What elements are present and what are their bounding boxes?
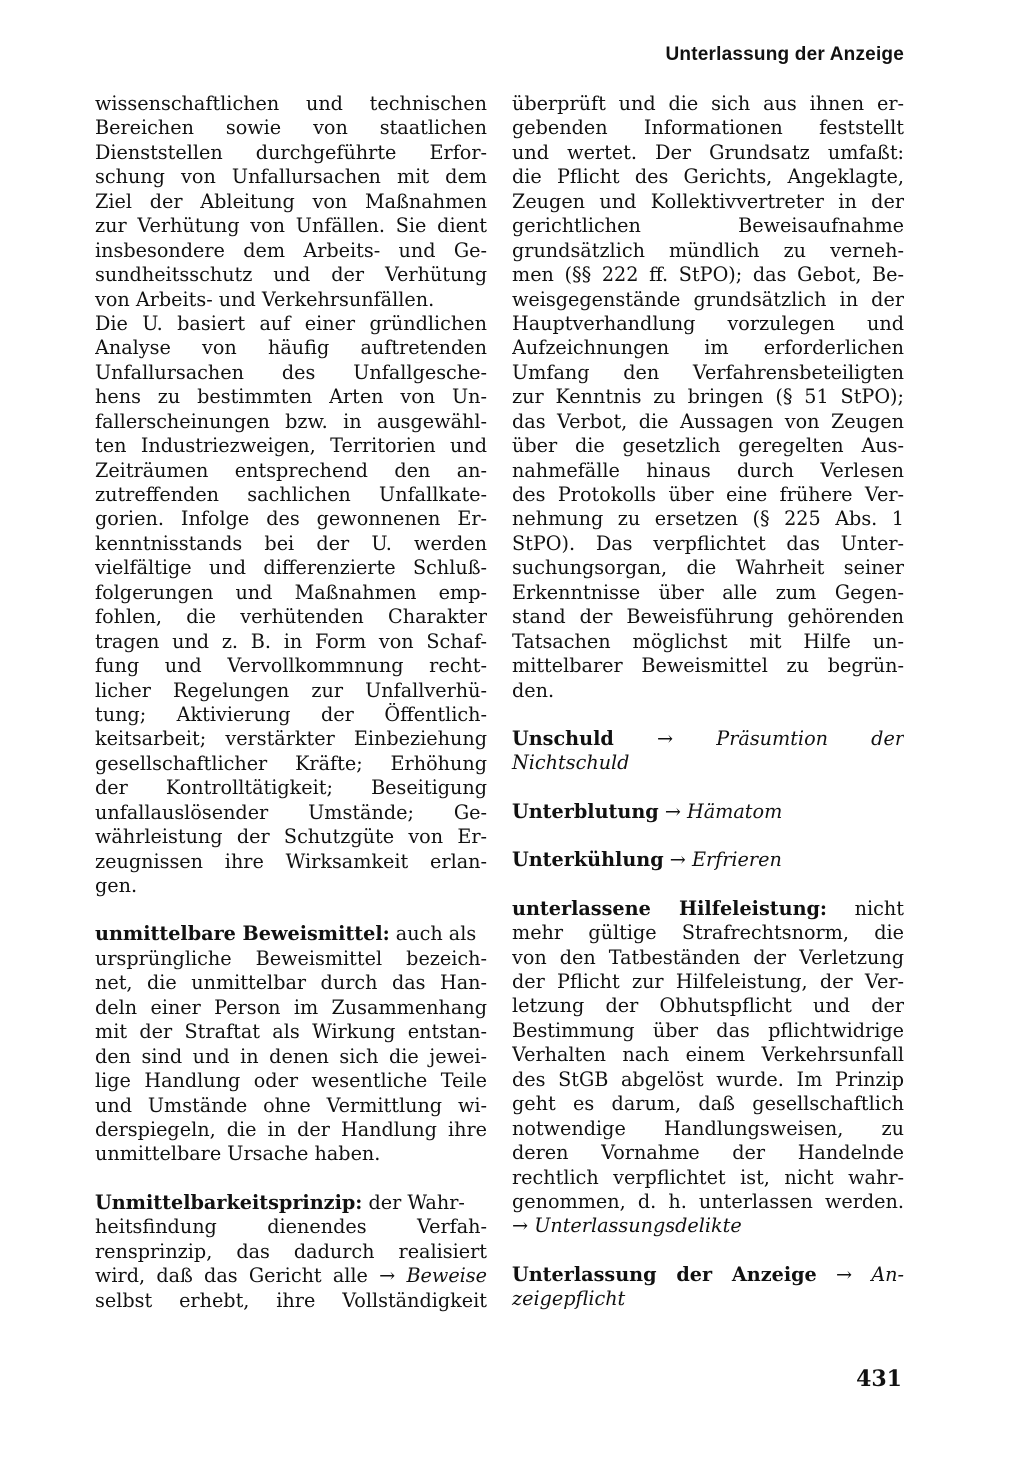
text-line: gorien. Infolge des gewonnenen Er- [95,507,487,531]
text-line: wissenschaftlichen und technischen [95,92,487,115]
cross-reference: An- [871,1262,904,1286]
entry-text: wird, daß das Gericht alle [95,1264,368,1288]
entry-unterlassene-hilfeleistung [512,897,904,1239]
running-head: Unterlassung der Anzeige [665,44,904,65]
text-line: von den Tatbeständen der Verletzung [512,945,904,969]
entry-head-line [512,800,904,824]
text-line: Unfallursachen des Unfallgesche- [95,360,487,384]
text-line: unmittelbare Ursache haben. [95,1142,381,1166]
text-line: hens zu bestimmten Arten von Un- [95,385,487,409]
text-line: rensprinzip, das dadurch realisiert [95,1239,487,1263]
arrow-icon: → [835,1262,853,1286]
cross-reference: Beweise [406,1264,487,1288]
entry-term: unterlassene Hilfeleistung: [512,896,828,920]
entry-unterblutung [512,800,904,824]
arrow-icon: → [664,799,681,823]
text-line: Ziel der Ableitung von Maßnahmen [95,189,487,213]
entry-unmittelbare-beweismittel [95,922,487,1166]
entry-term: Unmittelbarkeitsprinzip: [95,1190,363,1214]
text-line: und wertet. Der Grundsatz umfaßt: [512,140,904,164]
cross-reference: Präsumtion der [716,726,904,750]
entry-unterkuehlung [512,848,904,872]
entry-term: Unterblutung [512,799,659,823]
paragraph-unfallforschung-end [95,92,487,312]
entry-term: Unschuld [512,726,614,750]
text-line: mit der Straftat als Wirkung entstan- [95,1020,487,1044]
text-line: zur Kenntnis zu bringen (§ 51 StPO); [512,385,904,409]
text-line: fohlen, die verhütenden Charakter [95,605,487,629]
paragraph-unmittelbarkeitsprinzip-cont [512,92,904,703]
text-line: den. [512,678,555,702]
text-line: von Arbeits- und Verkehrsunfällen. [95,287,435,311]
text-line: Die U. basiert auf einer gründlichen [95,311,487,335]
text-line: Verhalten nach einem Verkehrsunfall [512,1043,904,1067]
text-line: deln einer Person im Zusammenhang [95,995,487,1019]
text-line: Aufzeichnungen im erforderlichen [512,336,904,360]
right-column [512,92,904,1312]
entry-unterlassung-der-anzeige [512,1263,904,1312]
text-line: zur Verhütung von Unfällen. Sie dient [95,214,487,238]
text-line: fung und Vervollkommnung recht- [95,654,487,678]
text-line: Tatsachen möglichst mit Hilfe un- [512,629,904,653]
text-line: weisgegenstände grundsätzlich in der [512,287,904,311]
text-line: Analyse von häufig auftretenden [95,336,487,360]
text-line [95,1264,487,1288]
text-line: über die gesetzlich geregelten Aus- [512,434,904,458]
entry-unschuld [512,727,904,776]
text-line: ursprüngliche Beweismittel bezeich- [95,946,487,970]
entry-head-line [512,727,904,751]
entry-unmittelbarkeitsprinzip [95,1191,487,1313]
text-line: mehr gültige Strafrechtsnorm, die [512,921,904,945]
text-line: gerichtlichen Beweisaufnahme [512,214,904,238]
entry-gap [512,873,904,897]
text-line: derspiegeln, die in der Handlung ihre [95,1117,487,1141]
entry-text: nicht [827,896,904,920]
text-line: lige Handlung oder wesentliche Teile [95,1069,487,1093]
arrow-icon: → [669,848,686,872]
cross-reference-line [512,1214,904,1238]
arrow-icon: → [657,726,674,750]
text-line: selbst erhebt, ihre Vollständigkeit [95,1288,487,1312]
arrow-icon: → [512,1214,529,1238]
text-line: insbesondere dem Arbeits- und Ge- [95,238,487,262]
text-line: grundsätzlich mündlich zu verneh- [512,238,904,262]
text-line: Hauptverhandlung vorzulegen und [512,311,904,335]
text-line: deren Vornahme der Handelnde [512,1141,904,1165]
text-line: men (§§ 222 ff. StPO); das Gebot, Be- [512,263,904,287]
text-line: suchungsorgan, die Wahrheit seiner [512,556,904,580]
text-line: genommen, d. h. unterlassen werden. [512,1189,904,1213]
entry-gap [95,1167,487,1191]
text-line: heitsfindung dienendes Verfah- [95,1215,487,1239]
text-line: des Protokolls über eine frühere Ver- [512,483,904,506]
entry-text: der Wahr- [362,1190,465,1214]
text-line: keitsarbeit; verstärkter Einbeziehung [95,727,487,751]
entry-gap [512,703,904,727]
text-line: folgerungen und Maßnahmen emp- [95,580,487,604]
text-line: StPO). Das verpflichtet das Unter- [512,531,904,555]
entry-head-line [95,1191,487,1215]
text-line: rechtlich verpflichtet ist, nicht wahr- [512,1165,904,1189]
entry-term: Unterkühlung [512,848,664,872]
text-line: des StGB abgelöst wurde. Im Prinzip [512,1067,904,1091]
text-line: der Kontrolltätigkeit; Beseitigung [95,776,487,800]
text-line: der Pflicht zur Hilfeleistung, der Ver- [512,970,904,993]
text-line: schung von Unfallursachen mit dem [95,165,487,189]
text-line: zeugnissen ihre Wirksamkeit erlan- [95,849,487,873]
text-line: Zeugen und Kollektivvertreter in der [512,189,904,213]
text-line: stand der Beweisführung gehörenden [512,605,904,629]
text-line: die Pflicht des Gerichts, Angeklagte, [512,165,904,189]
entry-text: auch als [389,922,477,946]
text-line: licher Regelungen zur Unfallverhü- [95,678,487,702]
cross-reference: Erfrieren [691,848,782,872]
page-number: 431 [856,1366,902,1392]
arrow-icon: → [379,1264,396,1288]
text-line: zutreffenden sachlichen Unfallkate- [95,483,487,506]
text-line: Umfang den Verfahrensbeteiligten [512,360,904,384]
text-line: nehmung zu ersetzen (§ 225 Abs. 1 [512,507,904,531]
entry-head-line [512,848,904,872]
text-line: unfallauslösender Umstände; Ge- [95,800,487,824]
text-line: Dienststellen durchgeführte Erfor- [95,140,487,164]
text-line: gen. [95,874,138,897]
entry-head-line [95,922,487,946]
text-line: Erkenntnisse über alle zum Gegen- [512,580,904,604]
text-line: ten Industriezweigen, Territorien und [95,434,487,458]
text-line: und Umstände ohne Vermittlung wi- [95,1093,487,1117]
cross-reference-line: zeigepflicht [512,1287,626,1311]
text-line: überprüft und die sich aus ihnen er- [512,92,904,115]
text-line: währleistung der Schutzgüte von Er- [95,825,487,849]
text-line: Zeiträumen entsprechend den an- [95,458,487,482]
text-line: mittelbarer Beweismittel zu begrün- [512,654,904,678]
text-line: gesellschaftlicher Kräfte; Erhöhung [95,751,487,775]
text-line: gebenden Informationen feststellt [512,116,904,140]
entry-gap [512,776,904,800]
cross-reference-line: Nichtschuld [512,751,630,775]
entry-gap [95,898,487,922]
paragraph-unfallanalyse [95,312,487,899]
entry-term: Unterlassung der Anzeige [512,1262,817,1286]
text-line: tung; Aktivierung der Öffentlich- [95,702,487,726]
text-line: fallerscheinungen bzw. in ausgewähl- [95,409,487,433]
text-line: den sind und in denen sich die jewei- [95,1044,487,1068]
left-column [95,92,487,1313]
entry-gap [512,1239,904,1263]
cross-reference: Unterlassungsdelikte [534,1214,742,1238]
text-line: Bestimmung über das pflichtwidrige [512,1018,904,1042]
text-line: vielfältige und differenzierte Schluß- [95,556,487,580]
text-line: net, die unmittelbar durch das Han- [95,971,487,995]
entry-head-line [512,1263,904,1287]
text-line: letzung der Obhutspflicht und der [512,994,904,1018]
text-line: tragen und z. B. in Form von Schaf- [95,629,487,653]
text-line: nahmefälle hinaus durch Verlesen [512,458,904,482]
text-line: Bereichen sowie von staatlichen [95,116,487,140]
entry-head-line [512,897,904,921]
cross-reference: Hämatom [687,799,783,823]
text-line: sundheitsschutz und der Verhütung [95,263,487,287]
entry-gap [512,824,904,848]
entry-term: unmittelbare Beweismittel: [95,922,390,946]
text-line: kenntnisstands bei der U. werden [95,531,487,555]
text-line: notwendige Handlungsweisen, zu [512,1116,904,1140]
text-line: das Verbot, die Aussagen von Zeugen [512,409,904,433]
text-line: geht es darum, daß gesellschaftlich [512,1092,904,1116]
